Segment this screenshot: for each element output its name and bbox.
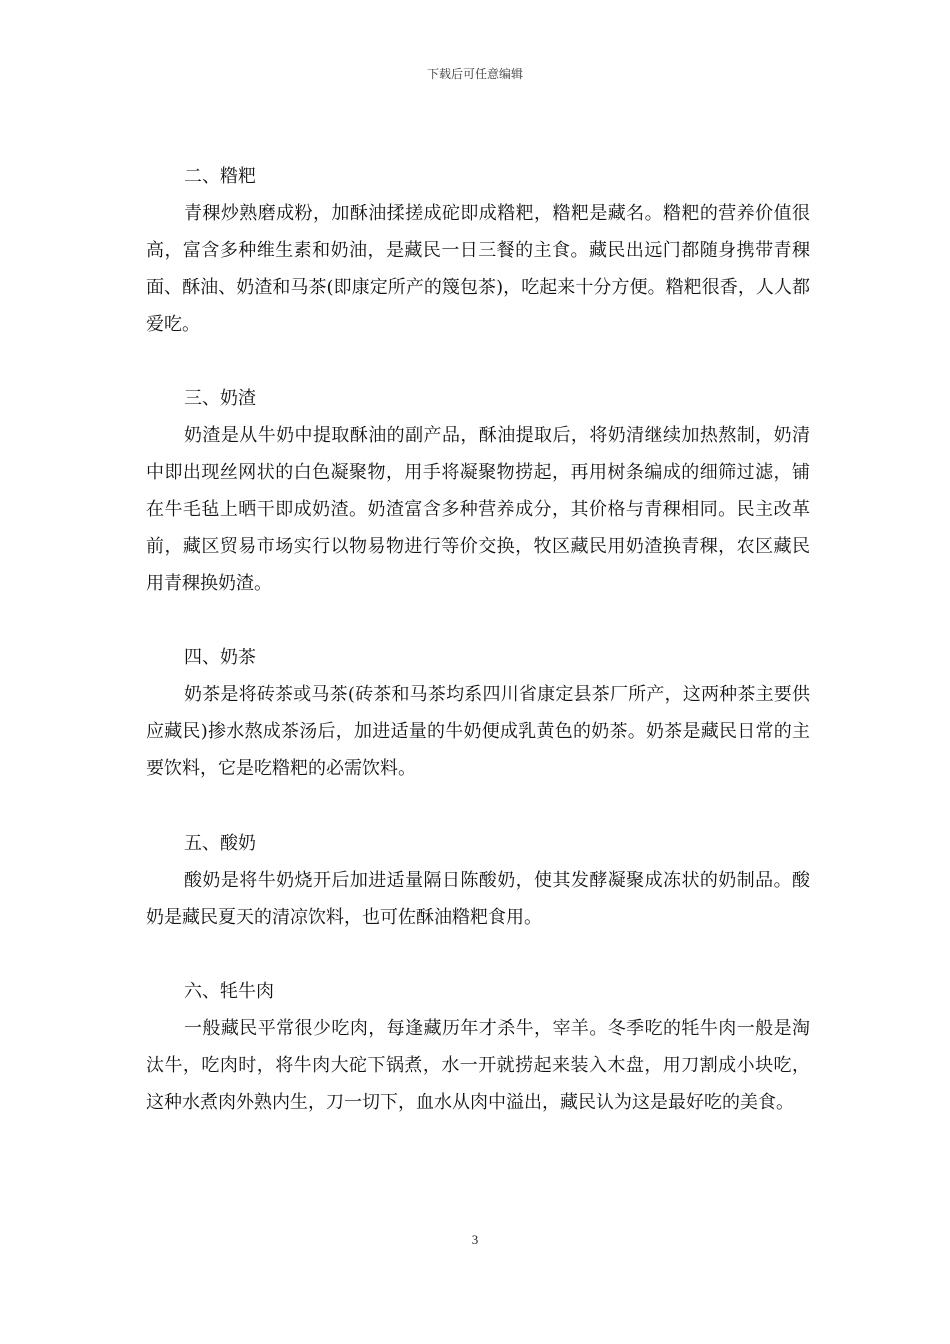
section-heading: 五、酸奶 bbox=[184, 833, 256, 854]
section-paragraph: 奶渣是从牛奶中提取酥油的副产品，酥油提取后，将奶清继续加热熬制，奶清中即出现丝网状的白色凝聚物，用手将凝聚物捞起，再用树条编成的细筛过滤，铺在牛毛毡上晒干即成奶渣。奶渣富含多种营养成分，其价格与青稞相同。民主改革前，藏区贸易市场实行以物易物进行等价交换，牧区藏民用奶渣换青稞，农区藏民用青稞换奶渣。 bbox=[146, 425, 810, 594]
section-heading: 二、糌粑 bbox=[184, 166, 256, 187]
section-zanba bbox=[146, 158, 810, 343]
page-header: 下载后可任意编辑 bbox=[426, 67, 523, 81]
section-suannai bbox=[146, 825, 810, 936]
section-naizha bbox=[146, 380, 810, 602]
section-maoniurou bbox=[146, 973, 810, 1121]
section-heading: 六、牦牛肉 bbox=[184, 981, 274, 1002]
section-paragraph: 酸奶是将牛奶烧开后加进适量隔日陈酸奶，使其发酵凝聚成冻状的奶制品。酸奶是藏民夏天的清凉饮料，也可佐酥油糌粑食用。 bbox=[146, 870, 810, 928]
section-paragraph: 青稞炒熟磨成粉，加酥油揉搓成砣即成糌粑，糌粑是藏名。糌粑的营养价值很高，富含多种维生素和奶油，是藏民一日三餐的主食。藏民出远门都随身携带青稞面、酥油、奶渣和马茶(即康定所产的篾包茶)，吃起来十分方便。糌粑很香，人人都爱吃。 bbox=[146, 203, 810, 335]
page-number: 3 bbox=[471, 1232, 479, 1247]
section-paragraph: 一般藏民平常很少吃肉，每逢藏历年才杀牛，宰羊。冬季吃的牦牛肉一般是淘汰牛，吃肉时，将牛肉大砣下锅煮，水一开就捞起来装入木盘，用刀割成小块吃，这种水煮肉外熟内生，刀一切下，血水从肉中溢出，藏民认为这是最好吃的美食。 bbox=[146, 1018, 810, 1113]
section-paragraph: 奶茶是将砖茶或马茶(砖茶和马茶均系四川省康定县茶厂所产，这两种茶主要供应藏民)掺水熬成茶汤后，加进适量的牛奶便成乳黄色的奶茶。奶茶是藏民日常的主要饮料，它是吃糌粑的必需饮料。 bbox=[146, 684, 810, 779]
section-heading: 三、奶渣 bbox=[184, 388, 256, 409]
section-heading: 四、奶茶 bbox=[184, 647, 256, 668]
section-naicha bbox=[146, 639, 810, 787]
